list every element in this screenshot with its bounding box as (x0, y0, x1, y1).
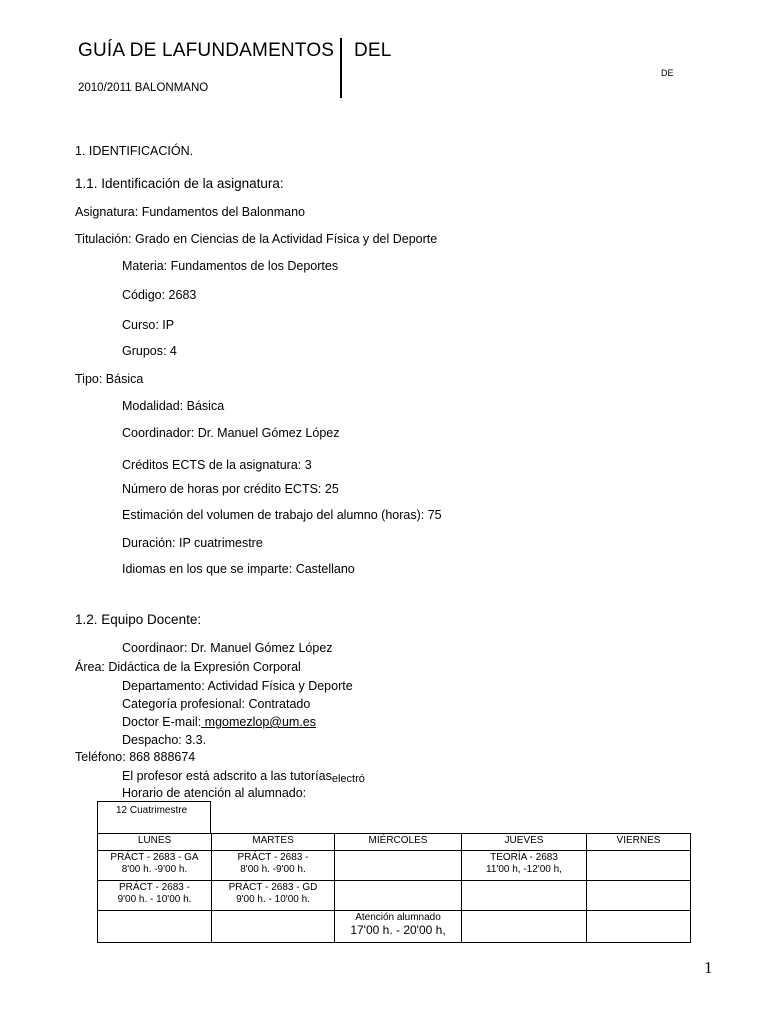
doc-title-right: DEL (354, 40, 392, 61)
cell-line: PRÁCT - 2683 - GD (228, 882, 318, 893)
table-row (98, 851, 691, 881)
line-grupos: Grupos: 4 (122, 344, 177, 358)
table-cell (462, 851, 587, 881)
cell-line: TEORÍA - 2683 (490, 852, 558, 863)
subsection-heading-equipo: 1.2. Equipo Docente: (75, 612, 202, 627)
day-header: MARTES (212, 834, 335, 851)
section-heading-identificacion: 1. IDENTIFICACIÓN. (75, 144, 194, 158)
line-telefono: Teléfono: 868 888674 (75, 750, 196, 764)
line-curso: Curso: IP (122, 318, 175, 332)
line-asignatura: Asignatura: Fundamentos del Balonmano (75, 205, 306, 219)
cell-line: 11'00 h, -12'00 h, (486, 864, 562, 875)
header-de: DE (661, 68, 674, 78)
subsection-heading-asignatura: 1.1. Identificación de la asignatura: (75, 176, 284, 191)
day-header: VIERNES (587, 834, 691, 851)
table-cell (587, 911, 691, 943)
cell-line: 8'00 h. -9'00 h. (240, 864, 306, 875)
table-row (98, 881, 691, 911)
line-tutorias (122, 769, 365, 783)
line-idiomas: Idiomas en los que se imparte: Castellano (122, 562, 355, 576)
cell-line: 9'00 h. - 10'00 h. (236, 894, 310, 905)
line-coordinador: Coordinador: Dr. Manuel Gómez López (122, 426, 340, 440)
cell-line: PRÁCT - 2683 - (119, 882, 190, 893)
line-estimacion: Estimación del volumen de trabajo del alumno (horas): 75 (122, 508, 442, 522)
table-cell (98, 911, 212, 943)
schedule-table (97, 833, 691, 943)
cell-line: 17'00 h. - 20'00 h, (350, 923, 446, 937)
page-number: 1 (704, 958, 713, 977)
table-cell (462, 881, 587, 911)
email-link[interactable]: mgomezlop@um.es (201, 715, 317, 729)
table-cell (98, 851, 212, 881)
line-materia: Materia: Fundamentos de los Deportes (122, 259, 339, 273)
line-departamento: Departamento: Actividad Física y Deporte (122, 679, 353, 693)
tutorias-suffix: electró (331, 773, 365, 785)
line-horas-credito: Número de horas por crédito ECTS: 25 (122, 482, 339, 496)
table-header-row (98, 834, 691, 851)
table-cell (212, 851, 335, 881)
line-horario: Horario de atención al alumnado: (122, 786, 307, 800)
table-cell (98, 881, 212, 911)
term-cell: 12 Cuatrimestre (97, 801, 211, 833)
day-header: JUEVES (462, 834, 587, 851)
table-cell (462, 911, 587, 943)
table-row (98, 911, 691, 943)
header-divider (340, 38, 342, 98)
cell-line: PRÁCT - 2683 - GA (110, 852, 199, 863)
table-cell (335, 851, 462, 881)
table-cell (335, 881, 462, 911)
line-email (122, 715, 316, 729)
cell-line: Atención alumnado (355, 912, 441, 923)
table-cell (587, 881, 691, 911)
line-creditos: Créditos ECTS de la asignatura: 3 (122, 458, 312, 472)
line-despacho: Despacho: 3.3. (122, 733, 207, 747)
table-cell (212, 911, 335, 943)
line-tipo: Tipo: Básica (75, 372, 144, 386)
line-duracion: Duración: IP cuatrimestre (122, 536, 263, 550)
cell-line: 9'00 h. - 10'00 h. (117, 894, 192, 905)
day-header: MIÉRCOLES (335, 834, 462, 851)
line-area: Área: Didáctica de la Expresión Corporal (75, 660, 301, 674)
tutorias-text: El profesor está adscrito a las tutorías (122, 769, 332, 783)
line-categoria: Categoría profesional: Contratado (122, 697, 311, 711)
line-modalidad: Modalidad: Básica (122, 399, 225, 413)
line-titulacion: Titulación: Grado en Ciencias de la Actividad Física y del Deporte (75, 232, 438, 246)
doc-subtitle: 2010/2011 BALONMANO (78, 82, 209, 94)
line-coordinaor: Coordinaor: Dr. Manuel Gómez López (122, 641, 333, 655)
table-cell (335, 911, 462, 943)
day-header: LUNES (98, 834, 212, 851)
email-label: Doctor E-mail: (122, 715, 202, 729)
doc-title-left: GUÍA DE LAFUNDAMENTOS (78, 40, 335, 61)
line-codigo: Código: 2683 (122, 288, 197, 302)
table-cell (212, 881, 335, 911)
cell-line: PRÁCT - 2683 - (237, 852, 309, 863)
table-cell (587, 851, 691, 881)
cell-line: 8'00 h. -9'00 h. (121, 864, 188, 875)
